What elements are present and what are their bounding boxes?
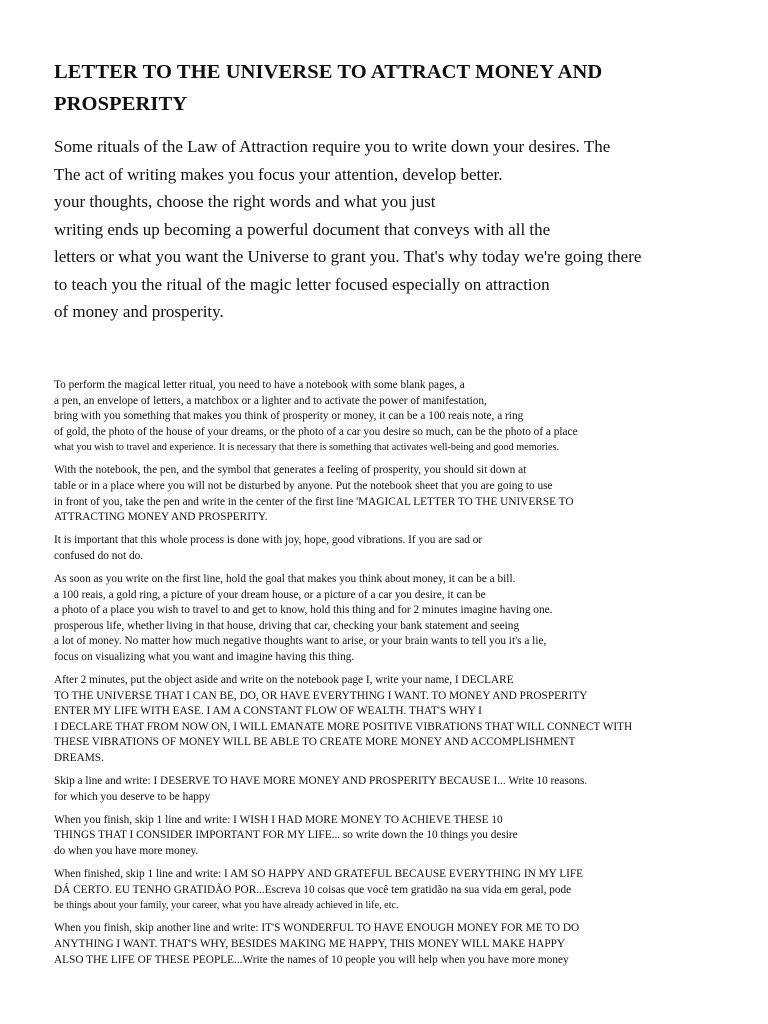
intro-line: writing ends up becoming a powerful document that conveys with all the [54, 219, 551, 239]
paragraph-help-people [54, 921, 766, 968]
body-line: for which you deserve to be happy [54, 790, 211, 803]
document-title [54, 56, 744, 120]
body-line: a lot of money. No matter how much negative thoughts want to arise, or your brain wants to tell you it's a lie, [54, 635, 547, 648]
body-line: DREAMS. [54, 752, 104, 765]
body-line: bring with you something that makes you think of prosperity or money, it can be a 100 reais note, a ring [54, 410, 524, 423]
body-line: TO THE UNIVERSE THAT I CAN BE, DO, OR HAVE EVERYTHING I WANT. TO MONEY AND PROSPERITY [54, 689, 588, 702]
body-line: prosperous life, whether living in that house, driving that car, checking your bank statement and seeing [54, 619, 520, 632]
body-text [54, 378, 766, 976]
intro-line: The act of writing makes you focus your attention, develop better. [54, 164, 503, 184]
intro-line: of money and prosperity. [54, 302, 224, 321]
paragraph-declaration [54, 673, 766, 767]
body-line: a pen, an envelope of letters, a matchbox or a lighter and to activate the power of manifestation, [54, 394, 487, 407]
body-line: DÁ CERTO. EU TENHO GRATIDÃO POR...Escreva 10 coisas que você tem gratidão na sua vida em geral, pode [54, 883, 572, 896]
body-line: Skip a line and write: I DESERVE TO HAVE MORE MONEY AND PROSPERITY BECAUSE I... Write 10 reasons. [54, 775, 588, 788]
body-line: do when you have more money. [54, 845, 199, 858]
body-line: of gold, the photo of the house of your dreams, or the photo of a car you desire so much, can be the photo of a place [54, 425, 578, 438]
body-line: When you finish, skip 1 line and write: I WISH I HAD MORE MONEY TO ACHIEVE THESE 10 [54, 813, 503, 826]
body-line: As soon as you write on the first line, hold the goal that makes you think about money, it can be a bill. [54, 573, 516, 586]
paragraph-gratitude [54, 867, 766, 914]
intro-line: letters or what you want the Universe to grant you. That's why today we're going there [54, 247, 642, 266]
paragraph-deserve [54, 774, 766, 805]
intro-line: to teach you the ritual of the magic letter focused especially on attraction [54, 274, 550, 294]
body-line: be things about your family, your career, what you have already achieved in life, etc. [54, 900, 399, 912]
intro-paragraph [54, 133, 694, 326]
body-line: I DECLARE THAT FROM NOW ON, I WILL EMANATE MORE POSITIVE VIBRATIONS THAT WILL CONNECT WITH [54, 720, 633, 733]
body-line: When finished, skip 1 line and write: I AM SO HAPPY AND GRATEFUL BECAUSE EVERYTHING IN MY LIFE [54, 868, 584, 881]
body-line: table or in a place where you will not be disturbed by anyone. Put the notebook sheet that you are going to use [54, 480, 553, 493]
body-line: in front of you, take the pen and write in the center of the first line 'MAGICAL LETTER TO THE UNIVERSE TO [54, 495, 574, 508]
paragraph-mood [54, 533, 766, 564]
body-line: After 2 minutes, put the object aside and write on the notebook page I, write your name, I DECLARE [54, 674, 514, 687]
body-line: When you finish, skip another line and write: IT'S WONDERFUL TO HAVE ENOUGH MONEY FOR ME TO DO [54, 922, 580, 935]
body-line: what you wish to travel and experience. It is necessary that there is something that activates well-being and good memories. [54, 442, 559, 454]
body-line: focus on visualizing what you want and imagine having this thing. [54, 651, 355, 663]
intro-line: Some rituals of the Law of Attraction require you to write down your desires. The [54, 137, 611, 156]
body-line: With the notebook, the pen, and the symbol that generates a feeling of prosperity, you should sit down at [54, 464, 527, 477]
paragraph-visualize [54, 572, 766, 666]
paragraph-setup [54, 463, 766, 525]
paragraph-wish [54, 813, 766, 860]
body-line: ENTER MY LIFE WITH EASE. I AM A CONSTANT FLOW OF WEALTH. THAT'S WHY I [54, 705, 482, 718]
body-line: To perform the magical letter ritual, you need to have a notebook with some blank pages, a [54, 379, 465, 391]
body-line: ATTRACTING MONEY AND PROSPERITY. [54, 511, 268, 524]
paragraph-materials [54, 378, 766, 456]
body-line: a 100 reais, a gold ring, a picture of your dream house, or a picture of a car you desire, it can be [54, 588, 486, 601]
body-line: a photo of a place you wish to travel to and get to know, hold this thing and for 2 minutes imagine having one. [54, 604, 553, 617]
title-line: LETTER TO THE UNIVERSE TO ATTRACT MONEY AND [54, 61, 603, 83]
body-line: ALSO THE LIFE OF THESE PEOPLE...Write the names of 10 people you will help when you have more money [54, 953, 569, 966]
title-line: PROSPERITY [54, 93, 188, 115]
body-line: THINGS THAT I CONSIDER IMPORTANT FOR MY LIFE... so write down the 10 things you desire [54, 829, 518, 842]
body-line: confused do not do. [54, 549, 144, 562]
body-line: It is important that this whole process is done with joy, hope, good vibrations. If you are sad or [54, 534, 483, 547]
body-line: THESE VIBRATIONS OF MONEY WILL BE ABLE TO CREATE MORE MONEY AND ACCOMPLISHMENT [54, 736, 576, 749]
intro-line: your thoughts, choose the right words and what you just [54, 192, 436, 211]
body-line: ANYTHING I WANT. THAT'S WHY, BESIDES MAKING ME HAPPY, THIS MONEY WILL MAKE HAPPY [54, 938, 566, 950]
